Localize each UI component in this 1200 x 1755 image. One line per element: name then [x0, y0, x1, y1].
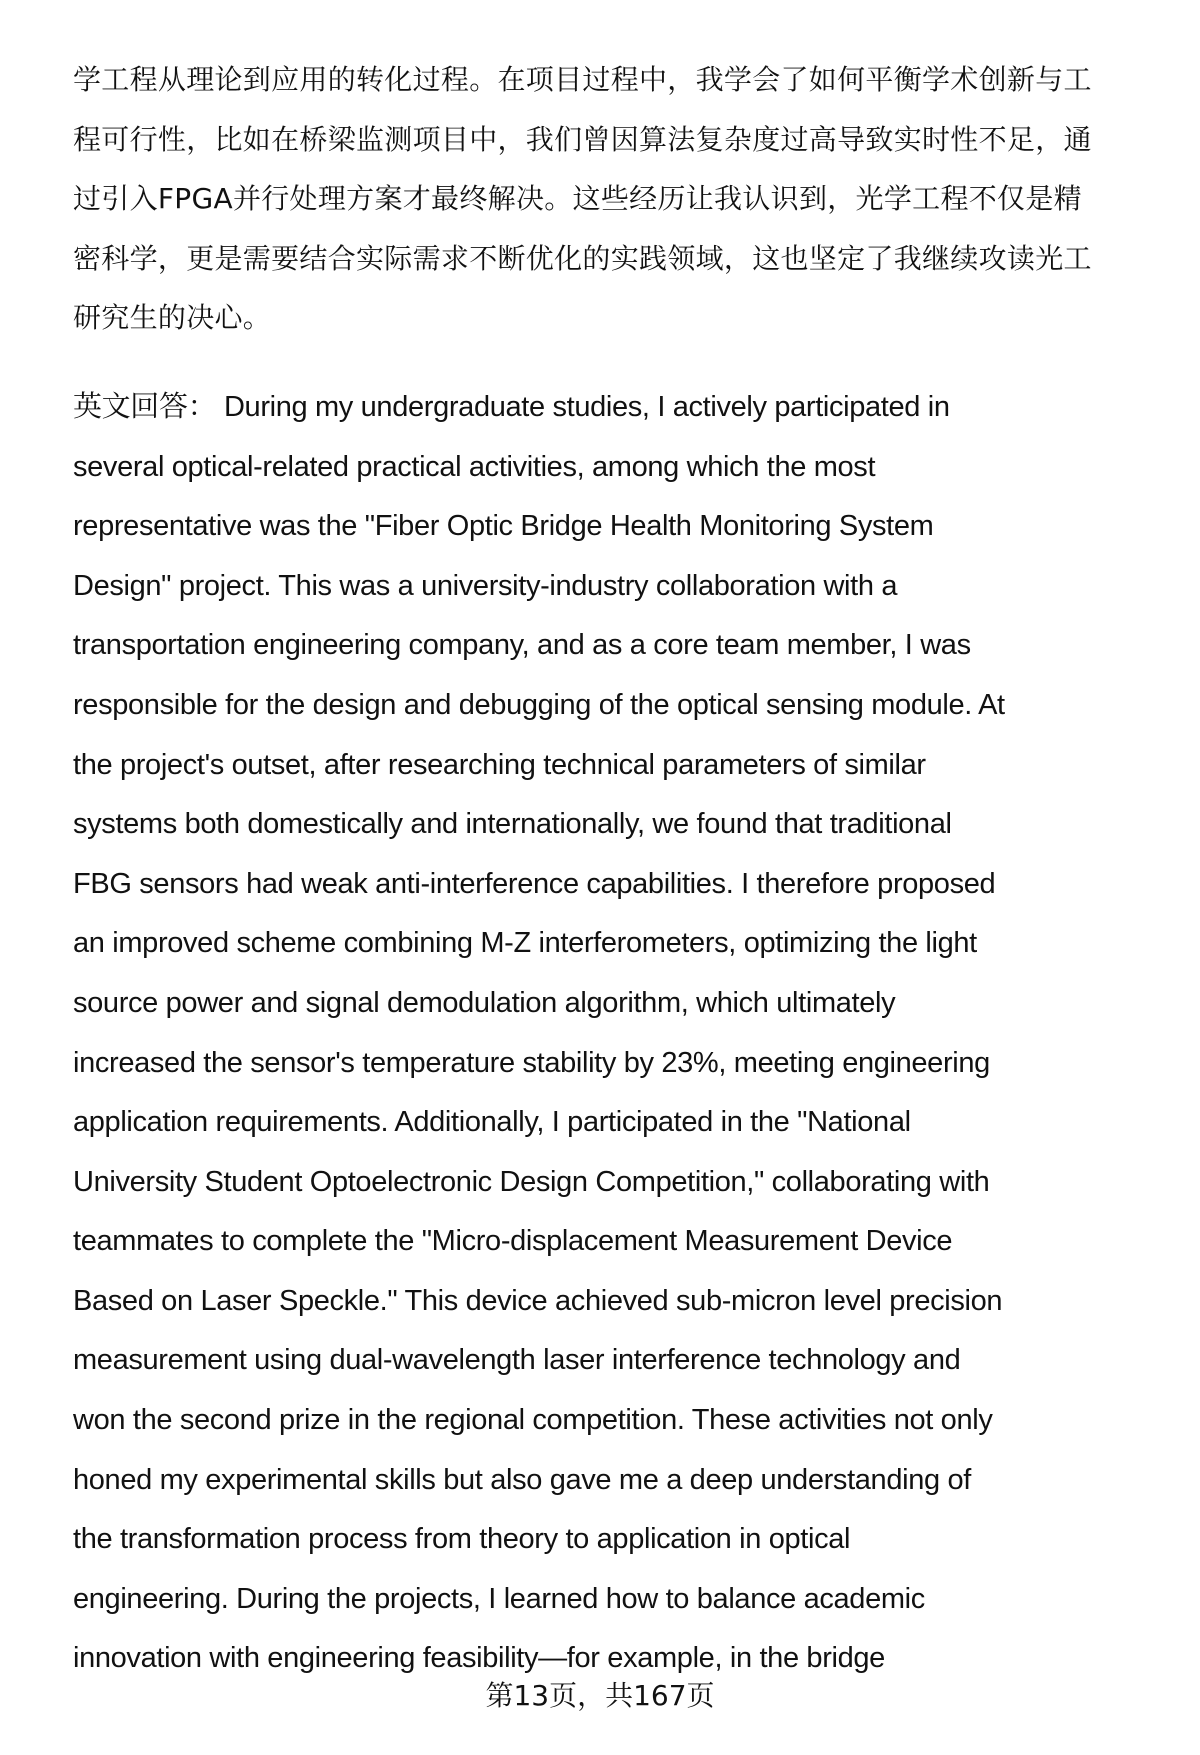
text-line: the transformation process from theory to application in optical — [73, 1523, 851, 1556]
text-line: innovation with engineering feasibility—for example, in the bridge — [73, 1642, 885, 1675]
text-line: teammates to complete the "Micro-displacement Measurement Device — [73, 1225, 953, 1258]
text-line: 学工程从理论到应用的转化过程。在项目过程中，我学会了如何平衡学术创新与工 — [73, 63, 1092, 96]
text-line: the project's outset, after researching technical parameters of similar — [73, 748, 926, 781]
text-line: transportation engineering company, and as a core team member, I was — [73, 629, 971, 662]
text-line: 英文回答： During my undergraduate studies, I actively participated in — [73, 390, 950, 423]
text-line: 研究生的决心。 — [73, 301, 272, 335]
chinese-paragraph — [73, 58, 1163, 356]
text-line: application requirements. Additionally, I participated in the "National — [73, 1106, 911, 1139]
text-line: engineering. During the projects, I learned how to balance academic — [73, 1582, 925, 1615]
text-line: responsible for the design and debugging of the optical sensing module. At — [73, 688, 1005, 721]
page-number-footer: 第13页，共167页 — [485, 1679, 715, 1712]
text-line: honed my experimental skills but also gave me a deep understanding of — [73, 1463, 971, 1496]
text-line: 程可行性，比如在桥梁监测项目中，我们曾因算法复杂度过高导致实时性不足，通 — [73, 122, 1092, 156]
text-line: source power and signal demodulation algorithm, which ultimately — [73, 986, 896, 1019]
text-line: won the second prize in the regional competition. These activities not only — [73, 1404, 993, 1437]
text-line: University Student Optoelectronic Design Competition," collaborating with — [73, 1165, 990, 1198]
text-line: FBG sensors had weak anti-interference capabilities. I therefore proposed — [73, 867, 996, 900]
english-paragraph — [73, 385, 1163, 1696]
text-line: increased the sensor's temperature stability by 23%, meeting engineering — [73, 1046, 990, 1079]
text-line: Based on Laser Speckle." This device achieved sub-micron level precision — [73, 1284, 1003, 1317]
text-line: measurement using dual-wavelength laser interference technology and — [73, 1344, 961, 1377]
text-line: several optical-related practical activities, among which the most — [73, 450, 876, 483]
text-line: 密科学，更是需要结合实际需求不断优化的实践领域，这也坚定了我继续攻读光工 — [73, 241, 1092, 275]
document-page — [73, 58, 1163, 1696]
text-line: an improved scheme combining M-Z interferometers, optimizing the light — [73, 927, 977, 960]
text-line: representative was the "Fiber Optic Bridge Health Monitoring System — [73, 510, 934, 543]
text-line: systems both domestically and internationally, we found that traditional — [73, 808, 952, 841]
text-line: Design" project. This was a university-industry collaboration with a — [73, 569, 898, 602]
text-line: 过引入FPGA并行处理方案才最终解决。这些经历让我认识到，光学工程不仅是精 — [73, 182, 1082, 216]
